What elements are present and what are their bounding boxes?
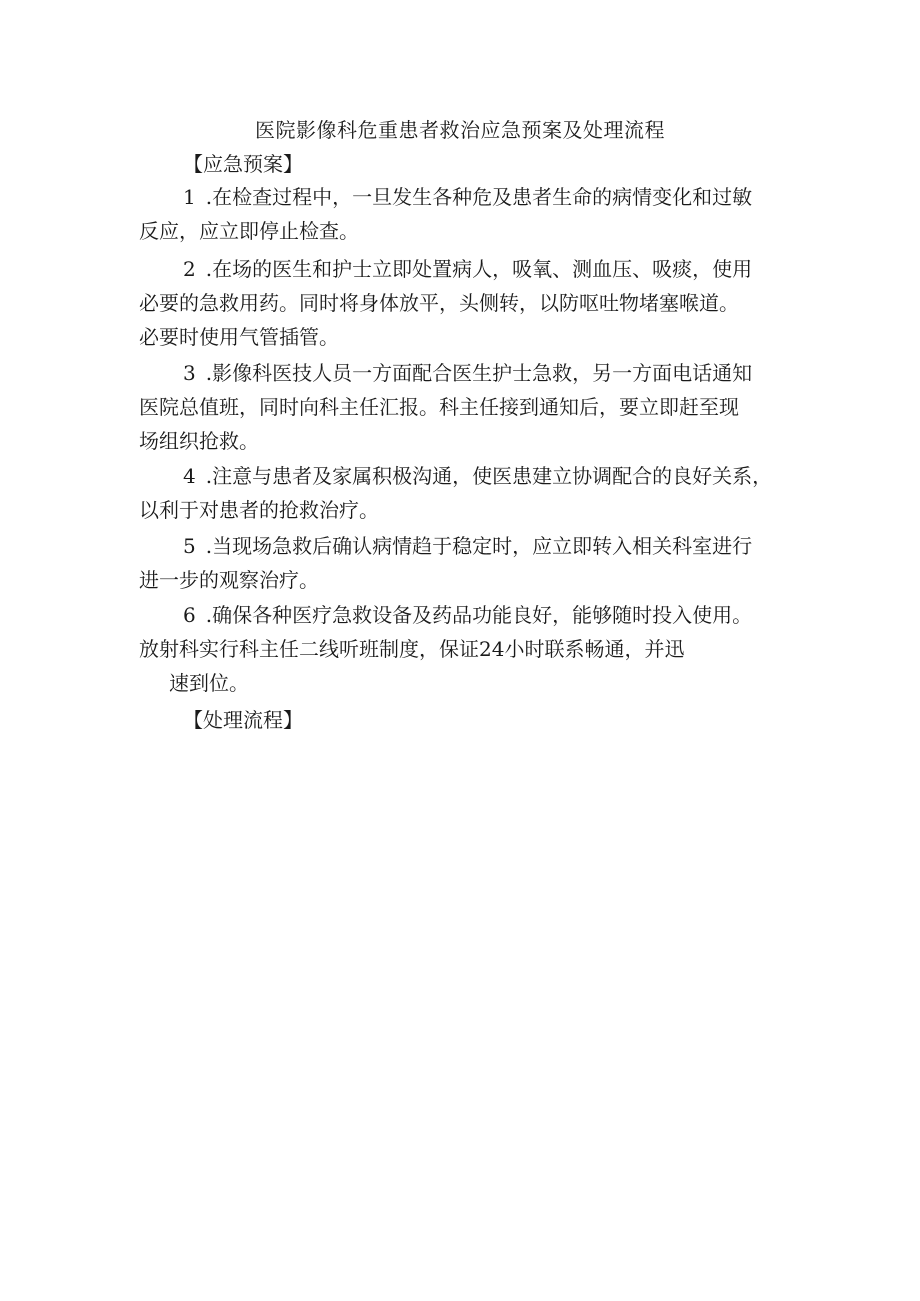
item-text-line: 医院总值班，同时向科主任汇报。科主任接到通知后，要立即赶至现	[139, 395, 739, 419]
item-text-line: .在检查过程中，一旦发生各种危及患者生命的病情变化和过敏	[205, 185, 753, 209]
item-text-line: .确保各种医疗急救设备及药品功能良好，能够随时投入使用。	[205, 603, 753, 627]
item-number: 1	[183, 185, 196, 209]
item-text-line: .在场的医生和护士立即处置病人，吸氧、测血压、吸痰，使用	[205, 257, 753, 281]
document-title: 医院影像科危重患者救治应急预案及处理流程	[255, 118, 665, 142]
plan-item-3	[139, 356, 809, 458]
item-text-line: .注意与患者及家属积极沟通，使医患建立协调配合的良好关系，	[205, 464, 773, 488]
item-text-line: 必要的急救用药。同时将身体放平，头侧转，以防呕吐物堵塞喉道。	[139, 291, 739, 315]
item-text-line: 速到位。	[169, 671, 249, 695]
item-text-line: 场组织抢救。	[139, 429, 259, 453]
plan-item-6	[139, 598, 809, 700]
item-text-line: .当现场急救后确认病情趋于稳定时，应立即转入相关科室进行	[205, 534, 753, 558]
item-number: 5	[183, 534, 196, 558]
plan-item-5	[139, 529, 809, 597]
item-text-line: .影像科医技人员一方面配合医生护士急救，另一方面电话通知	[205, 361, 753, 385]
plan-item-4	[139, 459, 809, 527]
item-text-line: 放射科实行科主任二线听班制度，保证24小时联系畅通，并迅	[139, 637, 685, 661]
item-number: 3	[183, 361, 196, 385]
item-text-line: 进一步的观察治疗。	[139, 568, 319, 592]
item-number: 4	[183, 464, 196, 488]
item-number: 6	[183, 603, 196, 627]
item-text-line: 以利于对患者的抢救治疗。	[139, 498, 379, 522]
item-number: 2	[183, 257, 196, 281]
plan-item-2	[139, 252, 809, 354]
section-heading-emergency-plan: 【应急预案】	[183, 152, 303, 176]
plan-item-1	[139, 180, 809, 248]
item-text-line: 反应，应立即停止检查。	[139, 219, 359, 243]
item-text-line: 必要时使用气管插管。	[139, 325, 339, 349]
section-heading-process: 【处理流程】	[183, 708, 303, 732]
